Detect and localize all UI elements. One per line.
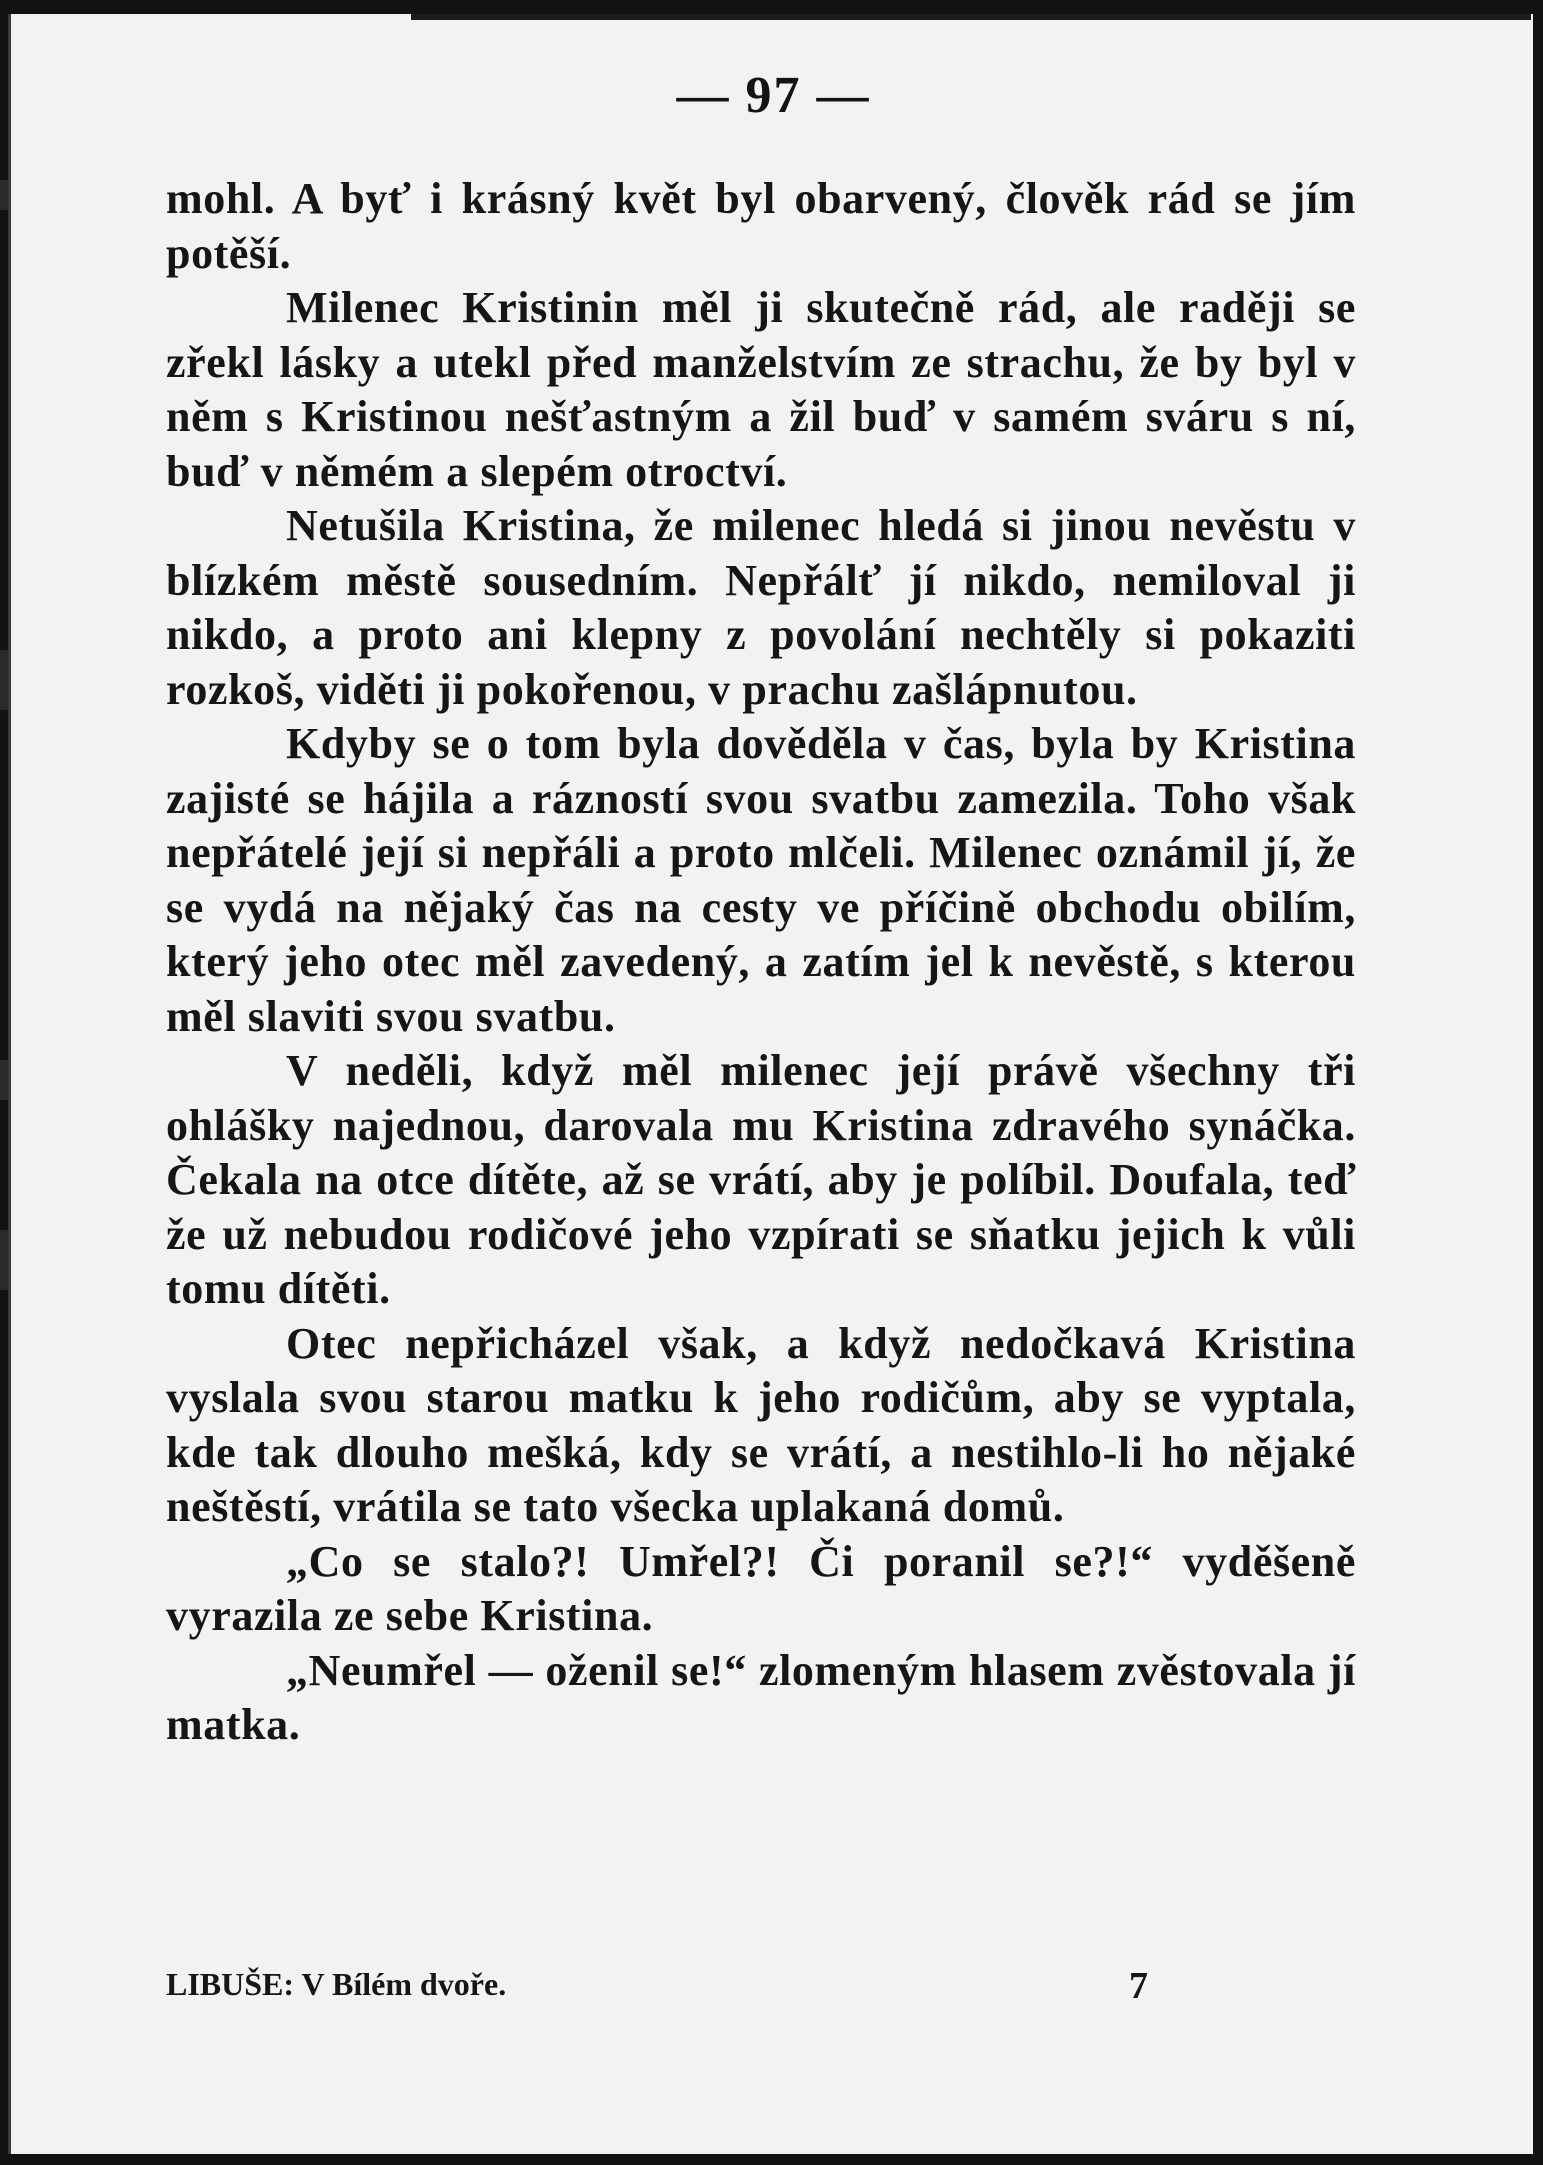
binding-mark <box>0 650 8 710</box>
binding-mark <box>0 1060 8 1100</box>
paragraph: Kdyby se o tom byla dověděla v čas, byla by Kristina zajisté se hájila a rázností svou svatbu zamezila. Toho však nepřátelé její si nepřáli a proto mlčeli. Milenec oznámil jí, že se vydá na nějaký čas na cesty ve příčině obchodu obilím, který jeho otec měl zavedený, a zatím jel k nevěstě, s kterou měl slaviti svou svatbu. <box>166 719 1356 1041</box>
page-top-edge <box>411 14 1531 20</box>
paragraph: mohl. A byť i krásný květ byl obarvený, člověk rád se jím potěší. <box>166 174 1356 278</box>
binding-mark <box>0 180 8 210</box>
sheet-number: 7 <box>1129 1965 1148 2007</box>
paragraph: Otec nepřicházel však, a když nedočkavá Kristina vyslala svou starou matku k jeho rodičům, aby se vyptala, kde tak dlouho mešká, kdy se vrátí, a nestihlo-li ho nějaké neštěstí, vrátila se tato všecka uplakaná domů. <box>166 1318 1356 1531</box>
paragraph: V neděli, když měl milenec její právě všechny tři ohlášky najednou, darovala mu Kristina zdravého synáčka. Čekala na otce dítěte, až se vrátí, aby je políbil. Doufala, teď že už nebudou rodičové jeho vzpírati se sňatku jejich k vůli tomu dítěti. <box>166 1046 1356 1313</box>
paragraph: „Co se stalo?! Umřel?! Či poranil se?!“ vyděšeně vyrazila ze sebe Kristina. <box>166 1536 1356 1640</box>
page-number: — 97 — <box>676 67 871 124</box>
book-page <box>8 14 1533 2154</box>
footer-signature: LIBUŠE: V Bílém dvoře. <box>166 1966 507 2002</box>
paragraph: Milenec Kristinin měl ji skutečně rád, ale raději se zřekl lásky a utekl před manželstvím ze strachu, že by byl v něm s Kristinou nešťastným a žil buď v samém sváru s ní, buď v němém a slepém otroctví. <box>166 283 1356 496</box>
paragraph: „Neumřel — oženil se!“ zlomeným hlasem zvěstovala jí matka. <box>166 1645 1356 1749</box>
paragraph: Netušila Kristina, že milenec hledá si jinou nevěstu v blízkém městě sousedním. Nepřálť jí nikdo, nemiloval ji nikdo, a proto ani klepny z povolání nechtěly si pokaziti rozkoš, viděti ji pokořenou, v prachu zašlápnutou. <box>166 501 1356 714</box>
binding-mark <box>0 1230 8 1290</box>
body-text <box>166 172 1356 1753</box>
